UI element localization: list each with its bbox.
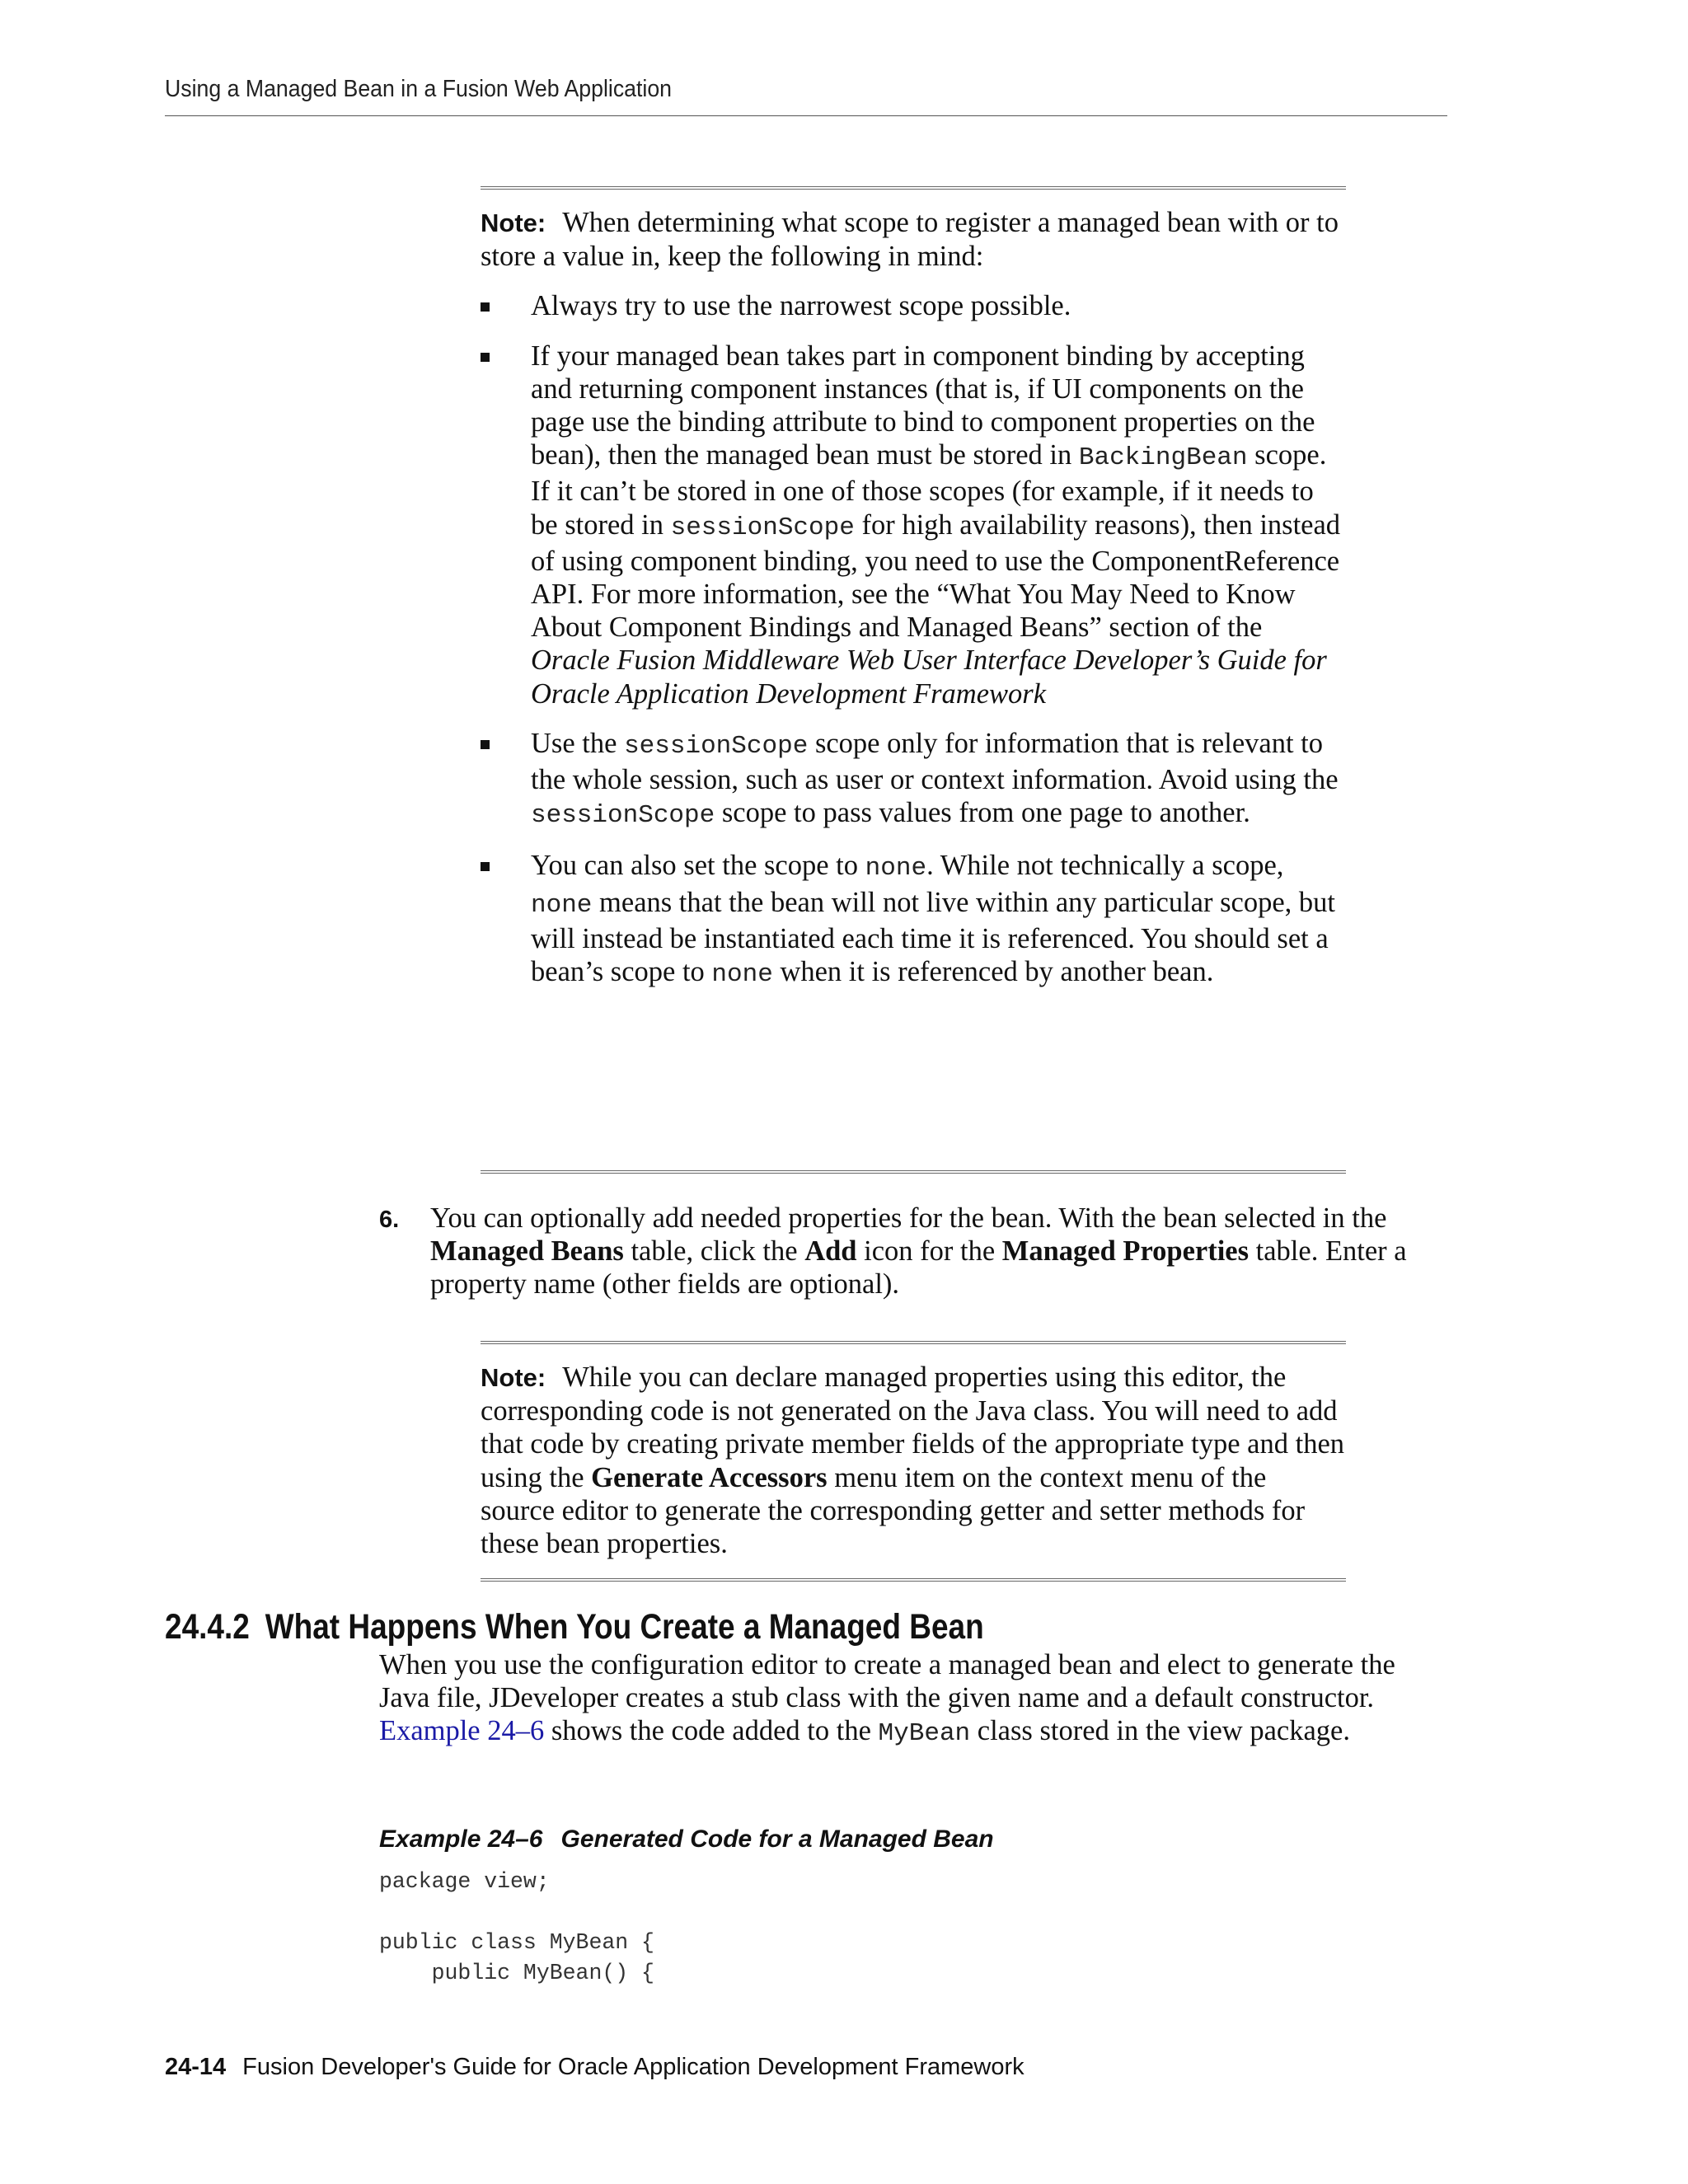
section-title: What Happens When You Create a Managed Bean bbox=[265, 1607, 984, 1647]
step-number: 6. bbox=[379, 1207, 400, 1233]
note-label: Note: bbox=[481, 1363, 546, 1392]
book-reference: Oracle Fusion Middleware Web User Interface Developer’s Guide for Oracle Application Development Framework bbox=[531, 644, 1327, 710]
inline-code: sessionScope bbox=[531, 801, 715, 831]
list-item bbox=[481, 727, 1346, 833]
note-bullet-list bbox=[481, 289, 1346, 991]
step-text-part: icon for the bbox=[856, 1235, 1002, 1268]
square-bullet-icon bbox=[481, 302, 490, 312]
step-text-part: table, click the bbox=[623, 1235, 805, 1268]
bullet-text: scope. If it can’t be stored in one of those scopes (for example, if it needs to be stored in bbox=[531, 439, 1327, 541]
bullet-text: . While not technically a scope, bbox=[926, 850, 1284, 882]
inline-code: none bbox=[711, 960, 773, 990]
note-intro bbox=[481, 206, 1346, 273]
note-box-scope bbox=[481, 186, 1346, 1174]
bullet-text: means that the bean will not live within any particular scope, but will instead be instantiated each time it is referenced. You should set a bean’s scope to bbox=[531, 886, 1335, 988]
inline-code: none bbox=[531, 890, 593, 920]
step-text-part: You can optionally add needed properties for the bean. With the bean selected in the bbox=[430, 1202, 1387, 1234]
body-text-part: shows the code added to the bbox=[544, 1715, 879, 1747]
list-item bbox=[481, 289, 1346, 322]
note-box-properties bbox=[481, 1341, 1346, 1582]
body-text-part: class stored in the view package. bbox=[970, 1715, 1350, 1747]
note-text-part: menu item on the context menu of the source editor to generate the corresponding getter and setter methods for these bean properties. bbox=[481, 1461, 1306, 1560]
list-item bbox=[481, 340, 1346, 710]
bullet-text: scope to pass values from one page to another. bbox=[715, 797, 1250, 829]
section-body bbox=[379, 1648, 1451, 1751]
body-text-part: When you use the configuration editor to create a managed bean and elect to generate the Java file, JDeveloper creates a stub class with the given name and a default constructor. bbox=[379, 1649, 1395, 1714]
inline-code: BackingBean bbox=[1078, 443, 1248, 473]
bullet-text: Always try to use the narrowest scope possible. bbox=[531, 290, 1071, 322]
note-intro-text: When determining what scope to register a managed bean with or to store a value in, keep the following in mind: bbox=[481, 207, 1339, 273]
inline-code: sessionScope bbox=[670, 513, 855, 542]
inline-code: MyBean bbox=[878, 1719, 971, 1749]
bullet-text: when it is referenced by another bean. bbox=[772, 956, 1214, 988]
section-heading bbox=[165, 1607, 984, 1647]
code-line: package view; bbox=[379, 1869, 550, 1894]
example-title bbox=[379, 1825, 994, 1854]
example-link[interactable]: Example 24–6 bbox=[379, 1715, 545, 1747]
step-text-part: table. Enter a property name (other fields are optional). bbox=[430, 1235, 1407, 1301]
ui-term: Managed Properties bbox=[1001, 1235, 1250, 1268]
square-bullet-icon bbox=[481, 740, 490, 749]
example-number: Example 24–6 bbox=[379, 1825, 543, 1853]
bullet-text: You can also set the scope to bbox=[531, 850, 865, 882]
ui-term: Generate Accessors bbox=[591, 1461, 828, 1493]
square-bullet-icon bbox=[481, 862, 490, 871]
code-listing bbox=[379, 1867, 654, 1989]
running-header: Using a Managed Bean in a Fusion Web Application bbox=[165, 76, 673, 102]
square-bullet-icon bbox=[481, 353, 490, 362]
code-line: public MyBean() { bbox=[379, 1961, 654, 1985]
inline-code: sessionScope bbox=[624, 731, 809, 761]
list-item bbox=[481, 849, 1346, 991]
ui-term: Managed Beans bbox=[430, 1235, 624, 1268]
code-line: public class MyBean { bbox=[379, 1930, 654, 1955]
header-rule bbox=[165, 115, 1447, 116]
bullet-text: If your managed bean takes part in component binding by accepting and returning component instances (that is, if UI components on the page use the binding attribute to bind to component properties on the bean), then the managed bean must be stored in bbox=[531, 340, 1315, 471]
page-footer bbox=[165, 2054, 1025, 2081]
page-number: 24-14 bbox=[165, 2054, 227, 2080]
bullet-text: for high availability reasons), then instead of using component binding, you need to use the ComponentReference API. For more information, see the “What You May Need to Know About Component Bindings and Managed Beans” section of the bbox=[531, 509, 1341, 644]
step-text bbox=[430, 1202, 1434, 1301]
note-label: Note: bbox=[481, 209, 546, 237]
section-number: 24.4.2 bbox=[165, 1607, 250, 1647]
bullet-text: scope only for information that is relevant to the whole session, such as user or context information. Avoid using the bbox=[531, 727, 1339, 796]
ui-term: Add bbox=[804, 1235, 857, 1268]
note-text bbox=[481, 1361, 1346, 1560]
step-6 bbox=[379, 1202, 1434, 1301]
example-caption: Generated Code for a Managed Bean bbox=[560, 1825, 994, 1853]
inline-code: none bbox=[865, 854, 927, 883]
note-text-part: While you can declare managed properties using this editor, the corresponding code is not generated on the Java class. You will need to add that code by creating private member fields of the appropriate type and then using the bbox=[481, 1361, 1345, 1493]
bullet-text: Use the bbox=[531, 727, 625, 759]
book-title: Fusion Developer's Guide for Oracle Application Development Framework bbox=[242, 2054, 1025, 2080]
